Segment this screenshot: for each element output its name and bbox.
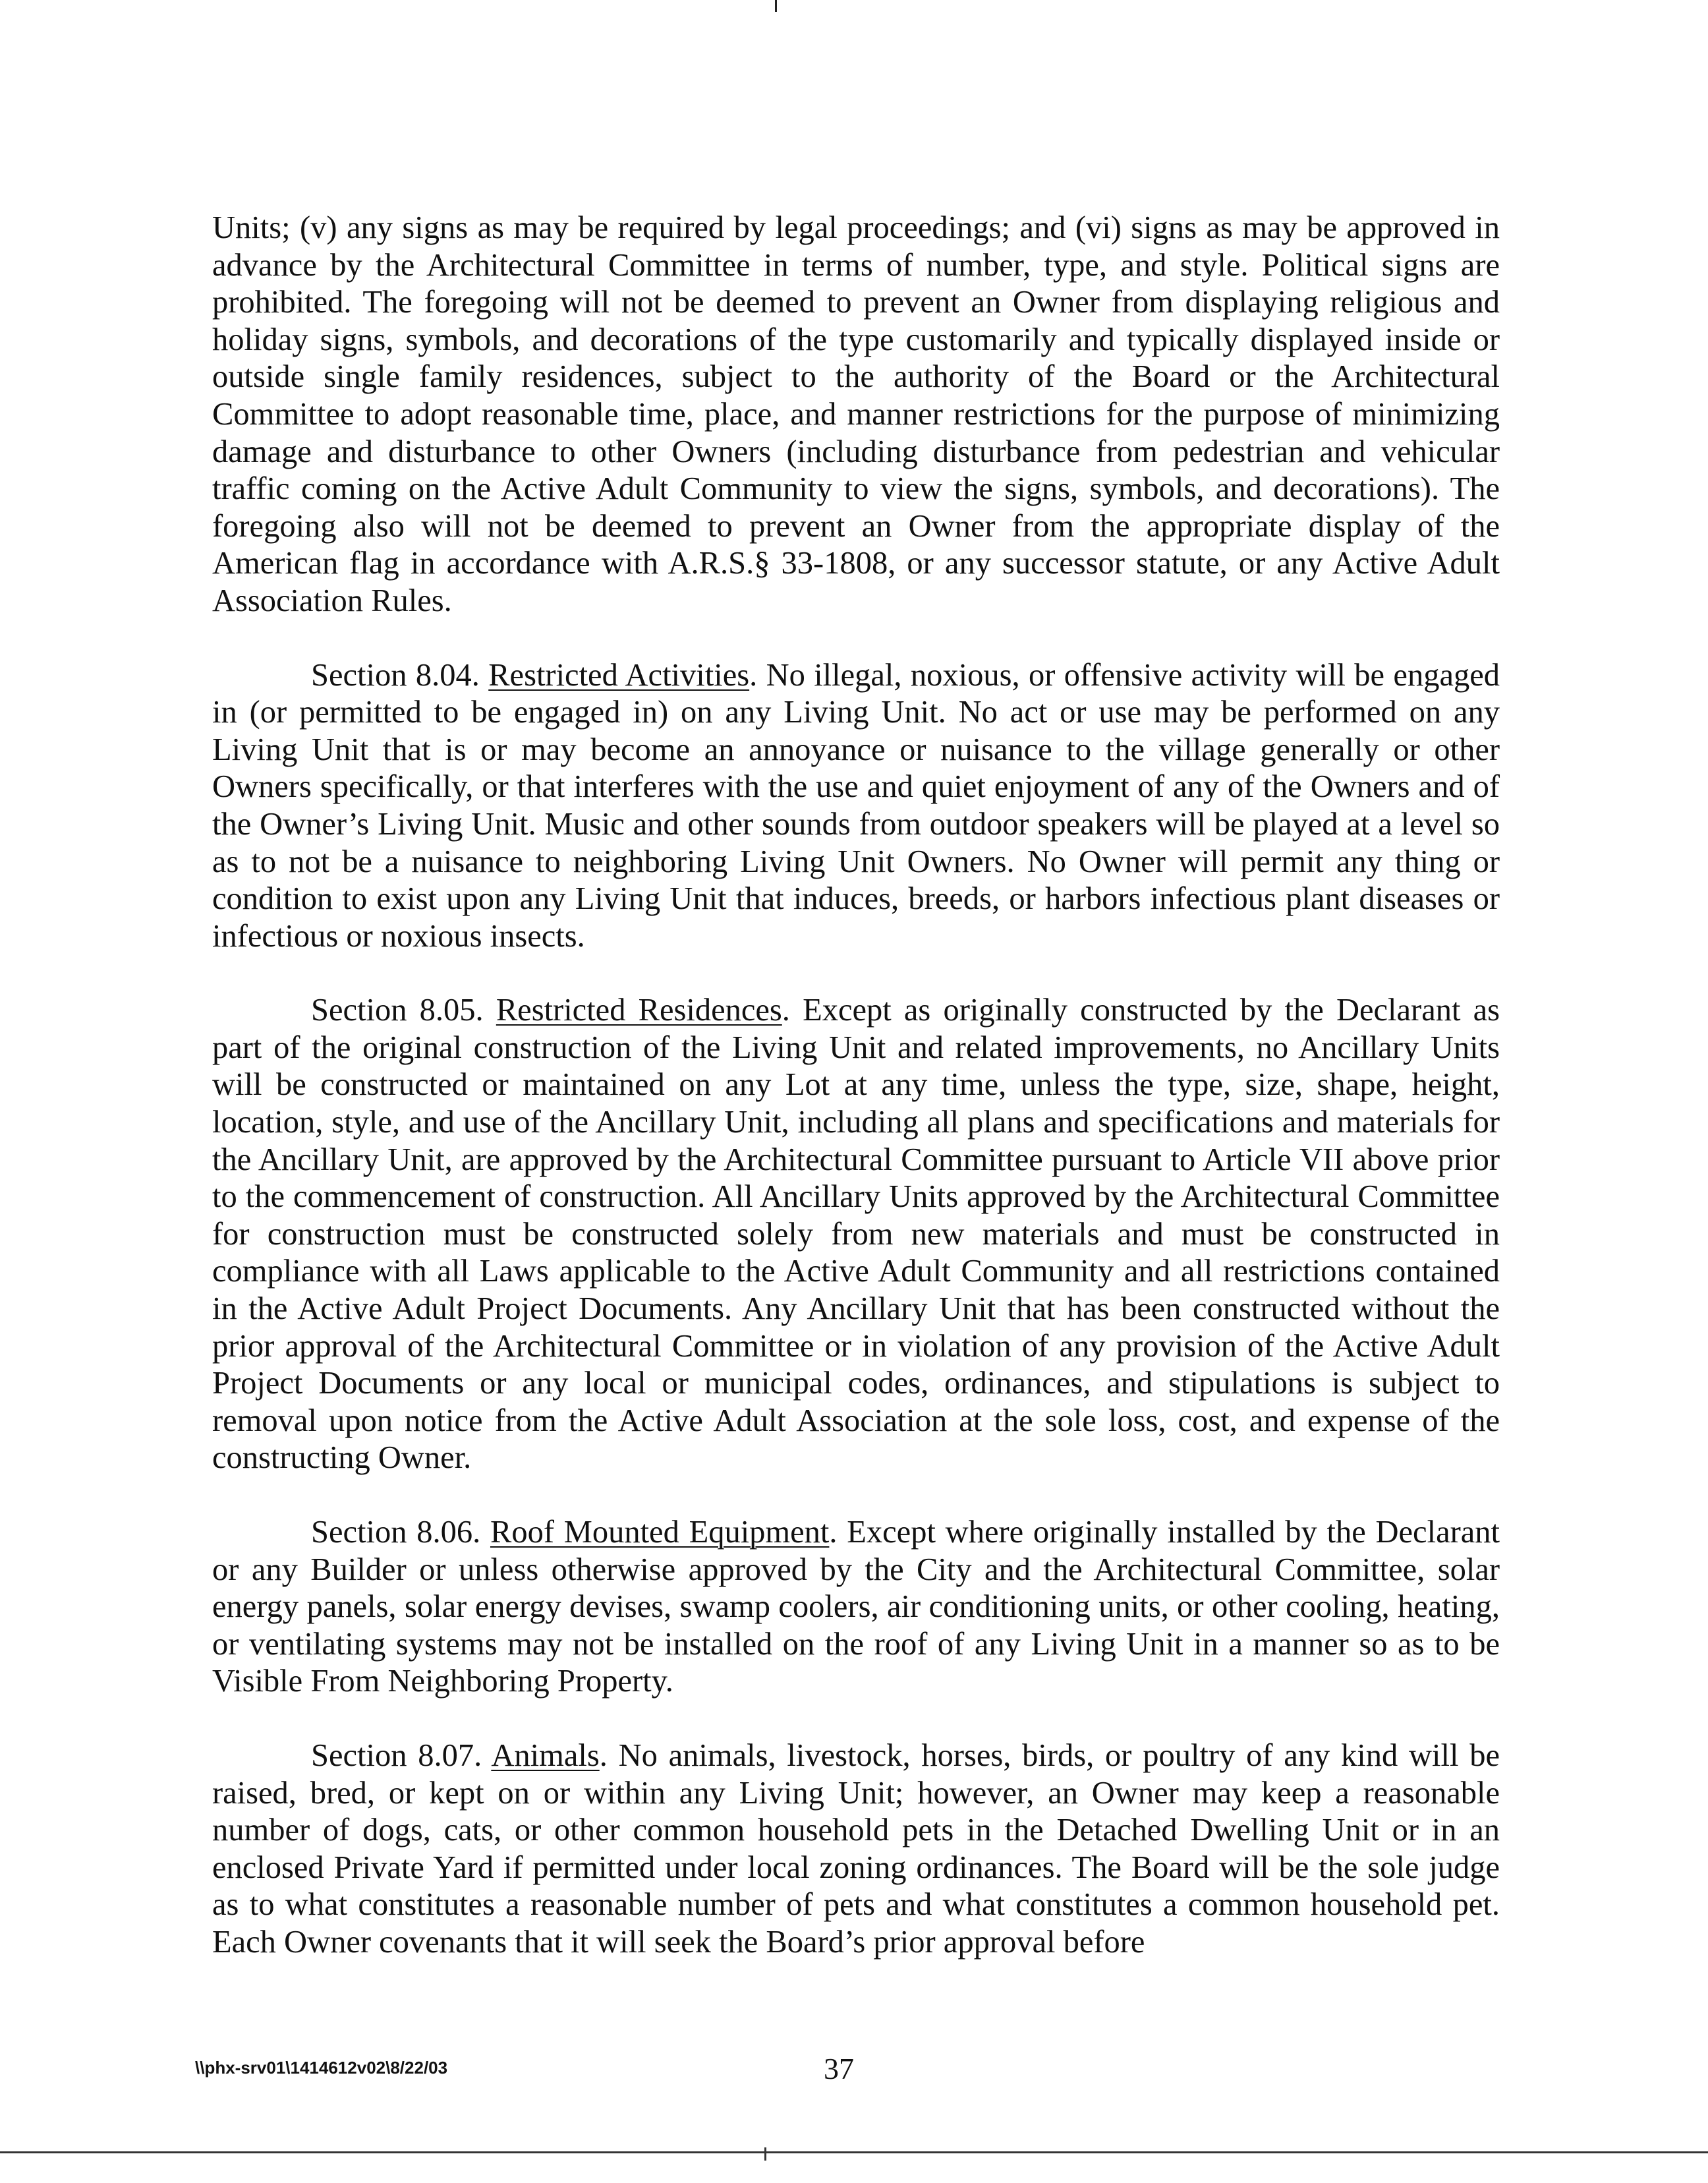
top-crop-mark bbox=[775, 0, 777, 12]
paragraph-text: . Except where originally installed by the Declarant or any Builder or unless otherwise approved by the City and the Architectural Committee, solar energy panels, solar energy devises, swamp coolers, air conditioning units, or other cooling, heating, or ventilating systems may not be installed on the roof of any Living Unit in a manner so as to be Visible From Neighboring Property. bbox=[212, 1515, 1500, 1699]
paragraph-text: . No illegal, noxious, or offensive activity will be engaged in (or permitted to be engaged in) on any Living Unit. No act or use may be performed on any Living Unit that is or may become an annoyance or nuisance to the village generally or other Owners specifically, or that interferes with the use and quiet enjoyment of any of the Owners and of the Owner’s Living Unit. Music and other sounds from outdoor speakers will be played at a level so as to not be a nuisance to neighboring Living Unit Owners. No Owner will permit any thing or condition to exist upon any Living Unit that induces, breeds, or harbors infectious plant diseases or infectious or noxious insects. bbox=[212, 657, 1500, 954]
section-number: Section 8.05. bbox=[311, 993, 484, 1028]
paragraph-text: . Except as originally constructed by the Declarant as part of the original construction of the Living Unit and related improvements, no Ancillary Units will be constructed or maintained on any Lot at any time, unless the type, size, shape, height, location, style, and use of the Ancillary Unit, including all plans and specifications and materials for the Ancillary Unit, are approved by the Architectural Committee pursuant to Article VII above prior to the commencement of construction. All Ancillary Units approved by the Architectural Committee for construction must be constructed solely from new materials and must be constructed in compliance with all Laws applicable to the Active Adult Community and all restrictions contained in the Active Adult Project Documents. Any Ancillary Unit that has been constructed without the prior approval of the Architectural Committee or in violation of any provision of the Active Adult Project Documents or any local or municipal codes, ordinances, and stipulations is subject to removal upon notice from the Active Adult Association at the sole loss, cost, and expense of the constructing Owner. bbox=[212, 993, 1500, 1476]
page-footer bbox=[0, 2051, 1708, 2091]
bottom-crop-mark bbox=[764, 2147, 766, 2161]
paragraph-signs-continued bbox=[212, 210, 1500, 620]
section-heading: Restricted Activities bbox=[488, 657, 750, 693]
section-heading: Animals bbox=[491, 1737, 600, 1773]
section-number: Section 8.04. bbox=[311, 657, 480, 693]
paragraph-text: Units; (v) any signs as may be required by legal proceedings; and (vi) signs as may be approved in advance by the Architectural Committee in terms of number, type, and style. Political signs are prohibited. The foregoing will not be deemed to prevent an Owner from displaying religious and holiday signs, symbols, and decorations of the type customarily and typically displayed inside or outside single family residences, subject to the authority of the Board or the Architectural Committee to adopt reasonable time, place, and manner restrictions for the purpose of minimizing damage and disturbance to other Owners (including disturbance from pedestrian and vehicular traffic coming on the Active Adult Community to view the signs, symbols, and decorations). The foregoing also will not be deemed to prevent an Owner from the appropriate display of the American flag in accordance with A.R.S.§ 33-1808, or any successor statute, or any Active Adult Association Rules. bbox=[212, 210, 1500, 618]
paragraph-section-8-07 bbox=[212, 1737, 1500, 1962]
section-number: Section 8.06. bbox=[311, 1515, 481, 1550]
paragraph-section-8-05 bbox=[212, 992, 1500, 1477]
paragraph-section-8-04 bbox=[212, 657, 1500, 956]
footer-file-path: \\phx-srv01\1414612v02\8/22/03 bbox=[195, 2058, 448, 2078]
bottom-rule bbox=[0, 2151, 1708, 2153]
page-number: 37 bbox=[824, 2052, 854, 2085]
paragraph-text: . No animals, livestock, horses, birds, or poultry of any kind will be raised, bred, or kept on or within any Living Unit; however, an Owner may keep a reasonable number of dogs, cats, or other common household pets in the Detached Dwelling Unit or in an enclosed Private Yard if permitted under local zoning ordinances. The Board will be the sole judge as to what constitutes a reasonable number of pets and what constitutes a common household pet. Each Owner covenants that it will seek the Board’s prior approval before bbox=[212, 1737, 1500, 1960]
document-body bbox=[212, 210, 1500, 1998]
paragraph-section-8-06 bbox=[212, 1514, 1500, 1701]
section-heading: Restricted Residences bbox=[496, 993, 782, 1028]
section-heading: Roof Mounted Equipment bbox=[490, 1515, 830, 1550]
section-number: Section 8.07. bbox=[311, 1737, 482, 1773]
